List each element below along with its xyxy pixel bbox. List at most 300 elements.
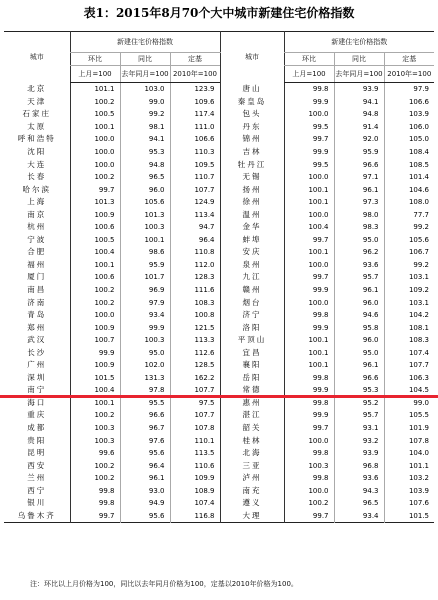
table-row: [4, 422, 434, 435]
mom-cell: 99.7: [284, 271, 334, 284]
base-cell: 108.9: [170, 485, 220, 498]
city-cell: 海口: [27, 397, 47, 407]
yoy-cell: 96.9: [120, 284, 170, 297]
base-subheader-left: 2010年=100: [170, 66, 220, 83]
table-row: [4, 510, 434, 523]
city-cell: 韶关: [220, 422, 284, 435]
mom-cell: 99.9: [70, 346, 120, 359]
base-cell: 100.8: [170, 309, 220, 322]
table-row: [4, 296, 434, 309]
mom-header-right: 环比: [284, 53, 334, 66]
yoy-cell: 100.3: [120, 221, 170, 234]
yoy-cell: 96.1: [120, 472, 170, 485]
mom-cell: 100.2: [70, 296, 120, 309]
mom-cell: 100.2: [70, 409, 120, 422]
mom-cell: 99.7: [70, 183, 120, 196]
table-row: [4, 96, 434, 109]
mom-cell: 99.8: [284, 447, 334, 460]
city-cell: 太原: [27, 121, 47, 131]
city-cell: 惠州: [220, 397, 284, 410]
mom-cell: 100.2: [284, 497, 334, 510]
mom-cell: 99.8: [70, 497, 120, 510]
city-cell: 银川: [27, 498, 47, 508]
table-title: 表1：2015年8月70个大中城市新建住宅价格指数: [83, 6, 355, 20]
yoy-cell: 95.7: [334, 409, 384, 422]
base-cell: 162.2: [170, 372, 220, 385]
city-cell: 蚌埠: [220, 234, 284, 247]
city-cell: 宜昌: [220, 346, 284, 359]
base-cell: 107.7: [170, 384, 220, 397]
mom-cell: 100.9: [70, 359, 120, 372]
city-cell: 合肥: [27, 247, 47, 257]
base-cell: 113.4: [170, 208, 220, 221]
mom-cell: 99.7: [284, 133, 334, 146]
base-cell: 113.3: [170, 334, 220, 347]
mom-cell: 100.0: [70, 309, 120, 322]
yoy-cell: 96.8: [334, 459, 384, 472]
yoy-header-right: 同比: [334, 53, 384, 66]
yoy-cell: 94.1: [120, 133, 170, 146]
table-row: [4, 259, 434, 272]
city-cell: 包头: [220, 108, 284, 121]
base-cell: 104.0: [384, 447, 434, 460]
yoy-cell: 101.3: [120, 208, 170, 221]
yoy-cell: 100.3: [120, 334, 170, 347]
city-cell: 西安: [27, 460, 47, 470]
city-cell: 济宁: [220, 309, 284, 322]
city-cell: 深圳: [27, 372, 47, 382]
highlight-line: [0, 395, 438, 398]
yoy-cell: 96.7: [120, 422, 170, 435]
base-cell: 101.9: [384, 422, 434, 435]
mom-cell: 100.1: [70, 121, 120, 134]
city-cell: 成都: [27, 423, 47, 433]
city-header-right: 城市: [220, 32, 284, 83]
city-cell: 南昌: [27, 285, 47, 295]
city-cell: 烟台: [220, 296, 284, 309]
mom-cell: 99.9: [284, 146, 334, 159]
yoy-cell: 93.9: [334, 447, 384, 460]
base-cell: 110.8: [170, 246, 220, 259]
city-cell: 九江: [220, 271, 284, 284]
base-cell: 107.7: [384, 359, 434, 372]
mom-cell: 100.9: [70, 321, 120, 334]
mom-cell: 100.6: [70, 271, 120, 284]
base-cell: 108.1: [384, 321, 434, 334]
base-cell: 121.5: [170, 321, 220, 334]
base-cell: 106.3: [384, 372, 434, 385]
city-cell: 丹东: [220, 121, 284, 134]
base-cell: 103.9: [384, 108, 434, 121]
mom-cell: 99.6: [70, 447, 120, 460]
yoy-cell: 94.6: [334, 309, 384, 322]
city-cell: 常德: [220, 384, 284, 397]
mom-cell: 100.1: [284, 246, 334, 259]
table-row: [4, 158, 434, 171]
base-cell: 110.6: [170, 459, 220, 472]
table-row: [4, 221, 434, 234]
table-row: [4, 108, 434, 121]
base-cell: 106.6: [170, 133, 220, 146]
yoy-cell: 98.3: [334, 221, 384, 234]
city-cell: 襄阳: [220, 359, 284, 372]
yoy-subheader-right: 去年同月=100: [334, 66, 384, 83]
base-cell: 108.4: [384, 146, 434, 159]
yoy-cell: 99.9: [120, 321, 170, 334]
base-cell: 77.7: [384, 208, 434, 221]
yoy-cell: 99.2: [120, 108, 170, 121]
mom-cell: 100.6: [70, 221, 120, 234]
city-cell: 大连: [27, 159, 47, 169]
table-row: [4, 372, 434, 385]
city-cell: 泸州: [220, 472, 284, 485]
mom-cell: 100.0: [284, 108, 334, 121]
mom-cell: 100.3: [70, 434, 120, 447]
base-cell: 99.0: [384, 397, 434, 410]
table-row: [4, 146, 434, 159]
base-cell: 101.1: [384, 459, 434, 472]
yoy-cell: 91.4: [334, 121, 384, 134]
base-cell: 124.9: [170, 196, 220, 209]
city-cell: 北海: [220, 447, 284, 460]
footnote: 注：环比以上月价格为100，同比以去年同月价格为100，定基以2010年价格为100。: [30, 580, 298, 588]
mom-cell: 101.3: [70, 196, 120, 209]
table-row: [4, 121, 434, 134]
mom-cell: 100.7: [70, 334, 120, 347]
mom-cell: 99.8: [284, 397, 334, 410]
city-cell: 青岛: [27, 310, 47, 320]
yoy-cell: 96.6: [334, 372, 384, 385]
city-cell: 吉林: [220, 146, 284, 159]
yoy-subheader-left: 去年同月=100: [120, 66, 170, 83]
mom-cell: 100.0: [70, 146, 120, 159]
city-cell: 三亚: [220, 459, 284, 472]
yoy-cell: 97.9: [120, 296, 170, 309]
mom-cell: 99.7: [284, 422, 334, 435]
mom-cell: 100.1: [70, 397, 120, 410]
yoy-cell: 96.0: [334, 334, 384, 347]
base-cell: 116.8: [170, 510, 220, 523]
yoy-cell: 97.1: [334, 171, 384, 184]
yoy-cell: 96.4: [120, 459, 170, 472]
base-cell: 101.4: [384, 171, 434, 184]
base-cell: 104.5: [384, 384, 434, 397]
table-row: [4, 497, 434, 510]
group-header-left: 新建住宅价格指数: [70, 32, 220, 53]
table-row: [4, 359, 434, 372]
base-cell: 128.5: [170, 359, 220, 372]
mom-subheader-right: 上月=100: [284, 66, 334, 83]
mom-cell: 100.4: [70, 384, 120, 397]
base-cell: 99.2: [384, 259, 434, 272]
base-cell: 104.2: [384, 309, 434, 322]
base-cell: 109.2: [384, 284, 434, 297]
city-cell: 泉州: [220, 259, 284, 272]
yoy-cell: 95.9: [120, 259, 170, 272]
city-cell: 沈阳: [27, 147, 47, 156]
city-cell: 平顶山: [220, 334, 284, 347]
city-cell: 郑州: [27, 322, 47, 332]
city-cell: 石家庄: [22, 109, 51, 119]
yoy-cell: 95.7: [334, 271, 384, 284]
mom-cell: 100.3: [70, 422, 120, 435]
mom-cell: 100.4: [284, 221, 334, 234]
mom-cell: 100.1: [70, 259, 120, 272]
mom-subheader-left: 上月=100: [70, 66, 120, 83]
price-index-table: [4, 31, 434, 523]
table-row: [4, 246, 434, 259]
mom-cell: 100.0: [284, 296, 334, 309]
city-cell: 大理: [220, 510, 284, 523]
yoy-cell: 131.3: [120, 372, 170, 385]
base-cell: 97.9: [384, 83, 434, 96]
mom-cell: 101.1: [70, 83, 120, 96]
base-cell: 113.5: [170, 447, 220, 460]
table-row: [4, 271, 434, 284]
base-cell: 101.5: [384, 510, 434, 523]
base-cell: 110.7: [170, 171, 220, 184]
yoy-cell: 95.8: [334, 321, 384, 334]
mom-cell: 99.5: [284, 121, 334, 134]
mom-cell: 100.0: [284, 171, 334, 184]
base-cell: 117.4: [170, 108, 220, 121]
yoy-cell: 95.3: [334, 384, 384, 397]
table-row: [4, 196, 434, 209]
yoy-cell: 96.6: [334, 158, 384, 171]
yoy-cell: 96.5: [120, 171, 170, 184]
base-cell: 112.6: [170, 346, 220, 359]
base-cell: 108.5: [384, 158, 434, 171]
yoy-cell: 97.8: [120, 384, 170, 397]
city-cell: 洛阳: [220, 321, 284, 334]
base-cell: 97.5: [170, 397, 220, 410]
city-cell: 桂林: [220, 434, 284, 447]
mom-cell: 99.5: [284, 158, 334, 171]
yoy-cell: 96.2: [334, 246, 384, 259]
yoy-cell: 97.3: [334, 196, 384, 209]
yoy-cell: 103.0: [120, 83, 170, 96]
mom-cell: 101.5: [70, 372, 120, 385]
city-cell: 南充: [220, 485, 284, 498]
city-cell: 金华: [220, 221, 284, 234]
mom-cell: 99.8: [284, 372, 334, 385]
yoy-cell: 95.3: [120, 146, 170, 159]
yoy-cell: 99.0: [120, 96, 170, 109]
mom-cell: 100.2: [70, 459, 120, 472]
table-row: [4, 459, 434, 472]
yoy-cell: 92.0: [334, 133, 384, 146]
base-cell: 103.2: [384, 472, 434, 485]
mom-cell: 100.0: [284, 485, 334, 498]
base-cell: 103.1: [384, 296, 434, 309]
base-cell: 111.0: [170, 121, 220, 134]
city-cell: 南宁: [27, 385, 47, 395]
city-cell: 秦皇岛: [220, 96, 284, 109]
city-cell: 哈尔滨: [22, 184, 51, 194]
yoy-cell: 94.9: [120, 497, 170, 510]
mom-cell: 100.1: [284, 334, 334, 347]
mom-cell: 100.0: [70, 158, 120, 171]
yoy-cell: 95.9: [334, 146, 384, 159]
mom-cell: 99.9: [284, 321, 334, 334]
mom-cell: 100.5: [70, 234, 120, 247]
mom-cell: 100.1: [284, 196, 334, 209]
yoy-cell: 100.1: [120, 234, 170, 247]
base-cell: 103.9: [384, 485, 434, 498]
base-cell: 106.0: [384, 121, 434, 134]
mom-cell: 100.2: [70, 96, 120, 109]
city-cell: 岳阳: [220, 372, 284, 385]
table-row: [4, 334, 434, 347]
base-cell: 111.6: [170, 284, 220, 297]
yoy-cell: 94.8: [334, 108, 384, 121]
base-subheader-right: 2010年=100: [384, 66, 434, 83]
mom-cell: 100.0: [70, 133, 120, 146]
yoy-cell: 93.6: [334, 472, 384, 485]
city-cell: 北京: [27, 84, 47, 94]
city-cell: 天津: [27, 96, 47, 106]
yoy-cell: 96.1: [334, 284, 384, 297]
city-cell: 南京: [27, 209, 47, 219]
base-cell: 128.3: [170, 271, 220, 284]
city-cell: 无锡: [220, 171, 284, 184]
base-cell: 106.7: [384, 246, 434, 259]
yoy-cell: 93.6: [334, 259, 384, 272]
table-row: [4, 234, 434, 247]
base-cell: 107.4: [170, 497, 220, 510]
yoy-cell: 96.1: [334, 359, 384, 372]
city-cell: 杭州: [27, 222, 47, 232]
base-cell: 109.9: [170, 472, 220, 485]
yoy-header-left: 同比: [120, 53, 170, 66]
yoy-cell: 101.7: [120, 271, 170, 284]
yoy-cell: 96.0: [120, 183, 170, 196]
city-cell: 锦州: [220, 133, 284, 146]
base-header-left: 定基: [170, 53, 220, 66]
mom-cell: 99.8: [284, 309, 334, 322]
city-cell: 厦门: [27, 272, 47, 282]
yoy-cell: 95.0: [120, 346, 170, 359]
city-cell: 广州: [27, 360, 47, 370]
city-header-left: 城市: [29, 52, 44, 61]
yoy-cell: 96.6: [120, 409, 170, 422]
city-cell: 乌鲁木齐: [17, 510, 56, 520]
city-cell: 长春: [27, 172, 47, 182]
yoy-cell: 95.0: [334, 234, 384, 247]
mom-cell: 100.2: [70, 171, 120, 184]
yoy-cell: 98.0: [334, 208, 384, 221]
city-cell: 重庆: [27, 410, 47, 420]
base-cell: 96.4: [170, 234, 220, 247]
mom-cell: 99.9: [284, 96, 334, 109]
mom-cell: 100.2: [70, 284, 120, 297]
mom-cell: 100.3: [284, 459, 334, 472]
city-cell: 西宁: [27, 485, 47, 495]
mom-cell: 99.7: [284, 510, 334, 523]
yoy-cell: 94.3: [334, 485, 384, 498]
yoy-cell: 98.1: [120, 121, 170, 134]
table-row: [4, 309, 434, 322]
base-cell: 106.6: [384, 96, 434, 109]
table-row: [4, 321, 434, 334]
city-cell: 上海: [27, 197, 47, 207]
base-cell: 107.8: [384, 434, 434, 447]
yoy-cell: 95.6: [120, 510, 170, 523]
table-row: [4, 397, 434, 410]
city-cell: 福州: [27, 259, 47, 269]
yoy-cell: 93.9: [334, 83, 384, 96]
table-row: [4, 472, 434, 485]
table-row: [4, 485, 434, 498]
mom-cell: 99.9: [284, 284, 334, 297]
base-cell: 110.3: [170, 146, 220, 159]
mom-cell: 100.0: [284, 259, 334, 272]
base-cell: 103.1: [384, 271, 434, 284]
city-cell: 贵阳: [27, 435, 47, 445]
base-cell: 123.9: [170, 83, 220, 96]
yoy-cell: 93.1: [334, 422, 384, 435]
mom-cell: 99.8: [284, 83, 334, 96]
base-cell: 105.5: [384, 409, 434, 422]
table-row: [4, 346, 434, 359]
table-row: [4, 434, 434, 447]
base-cell: 109.6: [170, 96, 220, 109]
yoy-cell: 102.0: [120, 359, 170, 372]
yoy-cell: 95.0: [334, 346, 384, 359]
mom-cell: 100.1: [284, 359, 334, 372]
table-row: [4, 409, 434, 422]
city-cell: 牡丹江: [220, 158, 284, 171]
base-cell: 112.0: [170, 259, 220, 272]
base-cell: 107.6: [384, 497, 434, 510]
table-row: [4, 183, 434, 196]
mom-cell: 99.7: [284, 234, 334, 247]
base-cell: 94.7: [170, 221, 220, 234]
yoy-cell: 96.5: [334, 497, 384, 510]
city-cell: 遵义: [220, 497, 284, 510]
yoy-cell: 98.6: [120, 246, 170, 259]
city-cell: 扬州: [220, 183, 284, 196]
city-cell: 湛江: [220, 409, 284, 422]
base-cell: 108.3: [170, 296, 220, 309]
yoy-cell: 95.6: [120, 447, 170, 460]
yoy-cell: 93.4: [120, 309, 170, 322]
yoy-cell: 95.5: [120, 397, 170, 410]
base-cell: 108.0: [384, 196, 434, 209]
city-cell: 济南: [27, 297, 47, 307]
mom-cell: 99.9: [284, 384, 334, 397]
mom-cell: 100.2: [70, 472, 120, 485]
city-cell: 武汉: [27, 335, 47, 345]
city-cell: 呼和浩特: [17, 134, 56, 144]
base-cell: 107.4: [384, 346, 434, 359]
base-cell: 108.3: [384, 334, 434, 347]
base-cell: 107.7: [170, 183, 220, 196]
mom-cell: 100.0: [284, 434, 334, 447]
city-cell: 昆明: [27, 448, 47, 458]
city-cell: 唐山: [220, 83, 284, 96]
group-header-right: 新建住宅价格指数: [284, 32, 434, 53]
city-cell: 安庆: [220, 246, 284, 259]
mom-cell: 99.8: [70, 485, 120, 498]
yoy-cell: 93.0: [120, 485, 170, 498]
base-cell: 110.1: [170, 434, 220, 447]
base-cell: 105.6: [384, 234, 434, 247]
city-cell: 温州: [220, 208, 284, 221]
base-cell: 105.0: [384, 133, 434, 146]
yoy-cell: 105.6: [120, 196, 170, 209]
yoy-cell: 93.2: [334, 434, 384, 447]
